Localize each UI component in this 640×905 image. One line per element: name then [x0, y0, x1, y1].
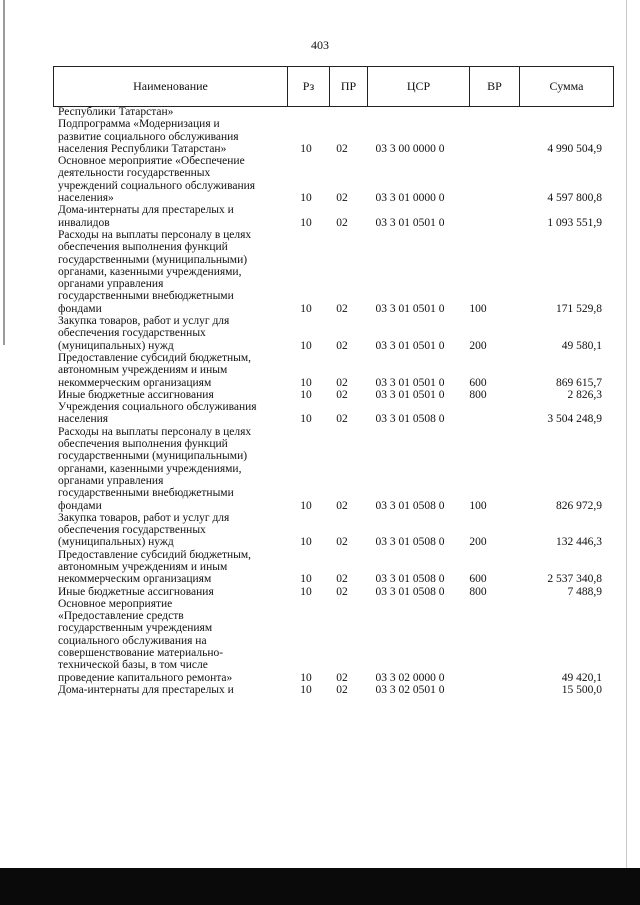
row-sum: 869 615,7 [556, 376, 602, 389]
row-vr: 800 [469, 585, 487, 598]
row-name: Расходы на выплаты персоналу в целях обеспечения выполнения функций государственными (муниципальными) органами, казенными учреждениями, органами управления государственными внебюджетными фондами [58, 228, 252, 315]
row-rz: 10 [300, 499, 312, 512]
row-sum: 2 826,3 [567, 388, 602, 401]
row-sum: 49 580,1 [561, 339, 602, 352]
row-rz: 10 [300, 536, 312, 549]
row-rz: 10 [300, 388, 312, 401]
row-sum: 49 420,1 [561, 671, 602, 684]
row-pr: 02 [336, 302, 348, 315]
row-pr: 02 [336, 142, 348, 155]
row-vr: 600 [469, 573, 487, 586]
table-row [0, 512, 640, 549]
row-pr: 02 [336, 339, 348, 352]
row-rz: 10 [300, 376, 312, 389]
table-row [0, 204, 640, 229]
row-vr: 800 [469, 388, 487, 401]
row-rz: 10 [300, 413, 312, 426]
row-pr: 02 [336, 683, 348, 696]
row-name: Основное мероприятие «Предоставление средств государственным учреждениям социального обслуживания на совершенствование материально- технической базы, в том числе проведение капитального ремонта» [58, 597, 233, 684]
row-sum: 7 488,9 [567, 585, 602, 598]
row-vr: 100 [469, 499, 487, 512]
row-csr: 03 3 01 0508 0 [375, 499, 445, 512]
row-vr: 200 [469, 536, 487, 549]
row-rz: 10 [300, 142, 312, 155]
row-csr: 03 3 01 0501 0 [375, 339, 445, 352]
table-header [53, 66, 614, 107]
header-sum: Сумма [519, 67, 613, 106]
row-name: Республики Татарстан» [58, 106, 174, 118]
row-csr: 03 3 00 0000 0 [375, 142, 445, 155]
row-pr: 02 [336, 192, 348, 205]
row-rz: 10 [300, 573, 312, 586]
row-name: Расходы на выплаты персоналу в целях обеспечения выполнения функций государственными (муниципальными) органами, казенными учреждениями, органами управления государственными внебюджетными фондами [58, 425, 252, 512]
row-pr: 02 [336, 573, 348, 586]
row-sum: 2 537 340,8 [547, 573, 602, 586]
row-pr: 02 [336, 216, 348, 229]
table-body [0, 106, 640, 696]
row-name: Дома-интернаты для престарелых и инвалидов [58, 204, 234, 229]
row-rz: 10 [300, 302, 312, 315]
table-row [0, 684, 640, 696]
row-csr: 03 3 02 0000 0 [375, 671, 445, 684]
scan-bottom-band [0, 868, 640, 905]
table-row [0, 315, 640, 352]
row-pr: 02 [336, 376, 348, 389]
header-name: Наименование [133, 79, 208, 93]
header-pr: ПР [329, 67, 367, 106]
row-name: Иные бюджетные ассигнования [58, 585, 214, 598]
table-row [0, 549, 640, 586]
row-name: Закупка товаров, работ и услуг для обеспечения государственных (муниципальных) нужд [58, 511, 230, 549]
table-row [0, 118, 640, 155]
row-csr: 03 3 01 0501 0 [375, 376, 445, 389]
row-rz: 10 [300, 192, 312, 205]
table-row [0, 352, 640, 389]
row-csr: 03 3 02 0501 0 [375, 683, 445, 696]
row-sum: 4 990 504,9 [547, 142, 602, 155]
row-csr: 03 3 01 0508 0 [375, 573, 445, 586]
row-sum: 15 500,0 [561, 683, 602, 696]
header-vr: ВР [469, 67, 519, 106]
row-name: Дома-интернаты для престарелых и [58, 683, 234, 696]
row-name: Предоставление субсидий бюджетным, автономным учреждениям и иным некоммерческим организациям [58, 548, 252, 586]
row-csr: 03 3 01 0501 0 [375, 216, 445, 229]
row-name: Подпрограмма «Модернизация и развитие социального обслуживания населения Республики Татарстан» [58, 118, 239, 155]
row-sum: 1 093 551,9 [547, 216, 602, 229]
row-csr: 03 3 01 0508 0 [375, 585, 445, 598]
table-row [0, 106, 640, 118]
row-csr: 03 3 01 0501 0 [375, 302, 445, 315]
row-csr: 03 3 01 0000 0 [375, 192, 445, 205]
row-csr: 03 3 01 0508 0 [375, 413, 445, 426]
row-pr: 02 [336, 413, 348, 426]
row-vr: 600 [469, 376, 487, 389]
row-rz: 10 [300, 671, 312, 684]
row-name: Иные бюджетные ассигнования [58, 388, 214, 401]
row-csr: 03 3 01 0508 0 [375, 536, 445, 549]
row-sum: 3 504 248,9 [547, 413, 602, 426]
table-row [0, 155, 640, 204]
row-pr: 02 [336, 388, 348, 401]
row-name: Основное мероприятие «Обеспечение деятельности государственных учреждений социального обслуживания населения» [58, 155, 256, 205]
table-row [0, 389, 640, 401]
row-pr: 02 [336, 499, 348, 512]
row-csr: 03 3 01 0501 0 [375, 388, 445, 401]
row-rz: 10 [300, 216, 312, 229]
row-sum: 826 972,9 [556, 499, 602, 512]
header-csr: ЦСР [367, 67, 469, 106]
row-name: Предоставление субсидий бюджетным, автономным учреждениям и иным некоммерческим организациям [58, 351, 252, 389]
row-pr: 02 [336, 536, 348, 549]
table-row [0, 401, 640, 426]
row-vr: 100 [469, 302, 487, 315]
row-name: Учреждения социального обслуживания населения [58, 401, 257, 426]
row-sum: 171 529,8 [556, 302, 602, 315]
row-rz: 10 [300, 585, 312, 598]
row-vr: 200 [469, 339, 487, 352]
table-row [0, 598, 640, 684]
row-pr: 02 [336, 671, 348, 684]
row-pr: 02 [336, 585, 348, 598]
table-row [0, 586, 640, 598]
header-rz: Рз [287, 67, 329, 106]
row-sum: 132 446,3 [556, 536, 602, 549]
row-name: Закупка товаров, работ и услуг для обеспечения государственных (муниципальных) нужд [58, 315, 230, 352]
table-row [0, 229, 640, 315]
page-number: 403 [311, 38, 329, 52]
row-sum: 4 597 800,8 [547, 192, 602, 205]
row-rz: 10 [300, 683, 312, 696]
row-rz: 10 [300, 339, 312, 352]
table-row [0, 426, 640, 512]
